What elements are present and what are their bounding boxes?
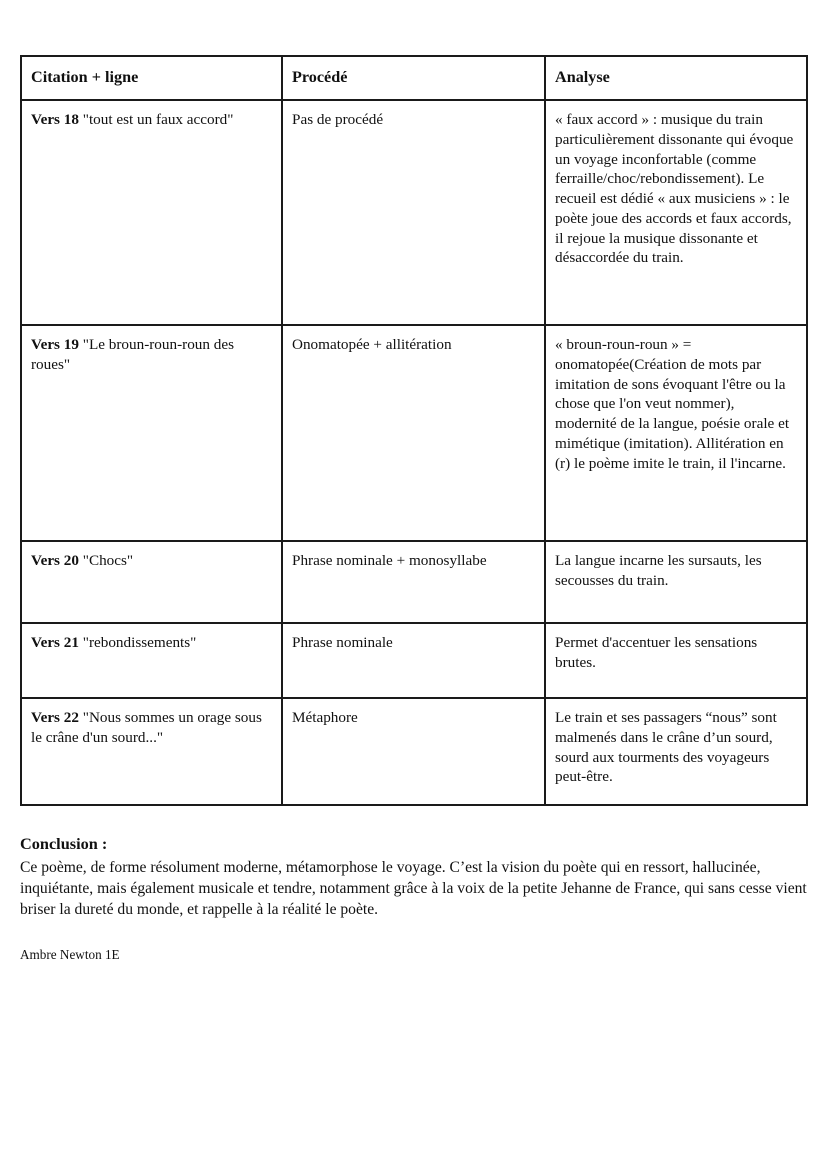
cell-procede: Pas de procédé: [282, 100, 545, 325]
table-header-row: [21, 56, 807, 100]
column-header-procede: Procédé: [282, 56, 545, 100]
table-row: [21, 541, 807, 623]
citation-text: "Chocs": [82, 552, 134, 570]
citation-text: "rebondissements": [82, 634, 197, 652]
conclusion-heading: Conclusion :: [20, 834, 108, 854]
vers-label: Vers 18: [31, 111, 79, 129]
vers-label: Vers 21: [31, 634, 79, 652]
cell-analyse: « broun-roun-roun » = onomatopée(Création de mots par imitation de sons évoquant l'être ou la chose que l'on veut nommer), modernité de la langue, poésie orale et mimétique (imitation). Allitération en (r) le poème imite le train, il l'incarne.: [545, 325, 807, 541]
cell-citation: [21, 623, 282, 698]
conclusion-section: [20, 834, 810, 963]
table-row: [21, 100, 807, 325]
column-header-analyse: Analyse: [545, 56, 807, 100]
table-body: [21, 100, 807, 805]
conclusion-body: Ce poème, de forme résolument moderne, métamorphose le voyage. C’est la vision du poète qui en ressort, hallucinée, inquiétante, mais également musicale et tendre, notamment grâce à la voix de la petite Jehanne de France, qui sans cesse vient briser la dureté du monde, et rappelle à la réalité le poète.: [20, 859, 807, 918]
analysis-table: [20, 55, 808, 806]
table-row: [21, 698, 807, 805]
cell-analyse: Le train et ses passagers “nous” sont malmenés dans le crâne d’un sourd, sourd aux tourments des voyageurs peut-être.: [545, 698, 807, 805]
cell-analyse: La langue incarne les sursauts, les secousses du train.: [545, 541, 807, 623]
citation-text: "tout est un faux accord": [82, 111, 234, 129]
table-row: [21, 325, 807, 541]
cell-procede: Métaphore: [282, 698, 545, 805]
cell-analyse: « faux accord » : musique du train particulièrement dissonante qui évoque un voyage inconfortable (comme ferraille/choc/rebondissement). Le recueil est dédié « aux musiciens » : le poète joue des accords et faux accords, il rejoue la musique dissonante et désaccordée du train.: [545, 100, 807, 325]
table-row: [21, 623, 807, 698]
cell-citation: [21, 100, 282, 325]
cell-citation: [21, 541, 282, 623]
citation-text: "Le broun-roun-roun des roues": [31, 336, 235, 373]
cell-procede: Phrase nominale + monosyllabe: [282, 541, 545, 623]
citation-text: "Nous sommes un orage sous le crâne d'un sourd...": [31, 709, 262, 746]
vers-label: Vers 20: [31, 552, 79, 570]
vers-label: Vers 22: [31, 709, 79, 727]
vers-label: Vers 19: [31, 336, 79, 354]
cell-analyse: Permet d'accentuer les sensations brutes.: [545, 623, 807, 698]
cell-procede: Phrase nominale: [282, 623, 545, 698]
cell-citation: [21, 698, 282, 805]
cell-procede: Onomatopée + allitération: [282, 325, 545, 541]
cell-citation: [21, 325, 282, 541]
table-header: [21, 56, 807, 100]
author-signature: Ambre Newton 1E: [20, 947, 120, 963]
column-header-citation: Citation + ligne: [21, 56, 282, 100]
